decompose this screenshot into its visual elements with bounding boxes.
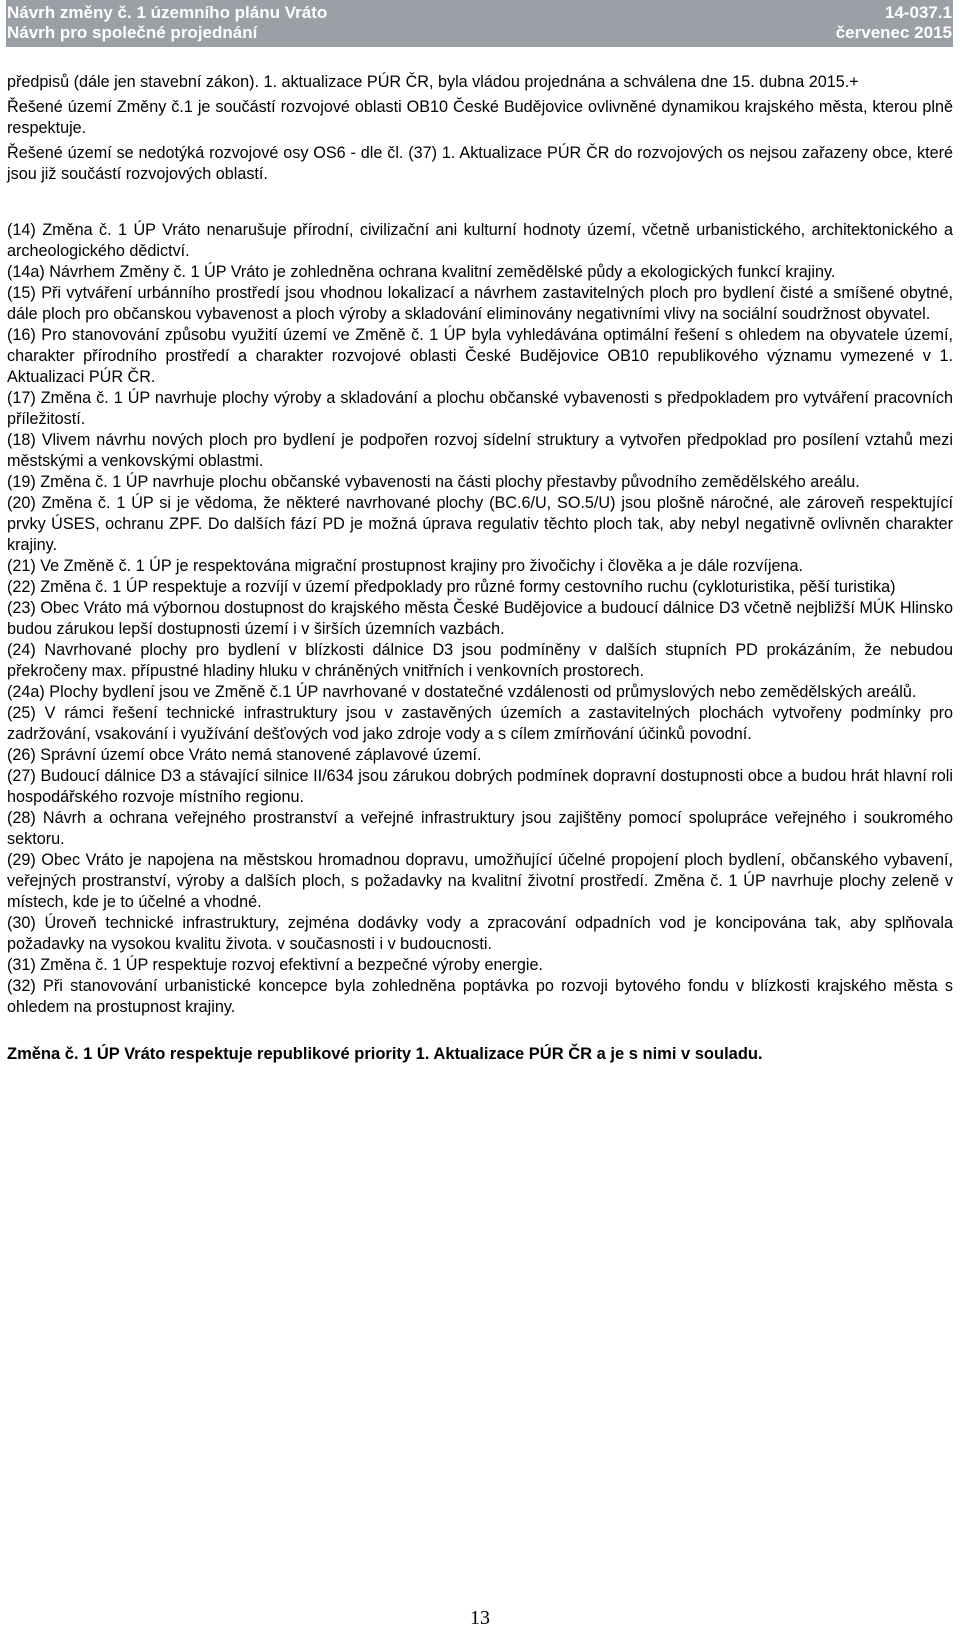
- header-row-bottom: [6, 23, 953, 43]
- page-header: [6, 0, 953, 47]
- priority-item-27: (27) Budoucí dálnice D3 a stávající silnice II/634 jsou zárukou dobrých podmínek dopravní dostupnosti obce a budou hrát hlavní roli hospodářského rozvoje místního regionu.: [7, 767, 953, 806]
- priority-item-22: (22) Změna č. 1 ÚP respektuje a rozvíjí v území předpoklady pro různé formy cestovního ruchu (cykloturistika, pěší turistika): [7, 578, 896, 596]
- document-number: 14-037.1: [884, 3, 952, 22]
- priority-item-28: (28) Návrh a ochrana veřejného prostranství a veřejné infrastruktury jsou zajištěny pomocí spolupráce veřejného i soukromého sektoru.: [7, 809, 953, 848]
- priority-item-25: (25) V rámci řešení technické infrastruktury jsou v zastavěných územích a zastavitelných plochách vytvořeny podmínky pro zadržování, vsakování i využívání dešťových vod jako zdroje vody a s cílem zmírňování účinků povodní.: [7, 704, 953, 743]
- priority-item-20: (20) Změna č. 1 ÚP si je vědoma, že některé navrhované plochy (BC.6/U, SO.5/U) jsou plošně náročné, ale zároveň respektující prvky ÚSES, ochranu ZPF. Do dalších fází PD je možná úprava regulativ těchto ploch tak, aby nebyl negativně ovlivněn charakter krajiny.: [7, 494, 953, 554]
- page-number: 13: [470, 1607, 490, 1629]
- priority-item-14: (14) Změna č. 1 ÚP Vráto nenarušuje přírodní, civilizační ani kulturní hodnoty území, včetně urbanistického, architektonického a archeologického dědictví.: [7, 221, 953, 260]
- priority-item-29: (29) Obec Vráto je napojena na městskou hromadnou dopravu, umožňující účelné propojení ploch bydlení, občanského vybavení, veřejných prostranství, výroby a dalších ploch, s požadavky na kvalitní životní prostředí. Změna č. 1 ÚP navrhuje plochy zeleně v místech, kde je to účelné a vhodné.: [7, 851, 953, 911]
- document-subtitle: Návrh pro společné projednání: [7, 23, 258, 42]
- priority-item-18: (18) Vlivem návrhu nových ploch pro bydlení je podpořen rozvoj sídelní struktury a vytvořen předpoklad pro posílení vztahů mezi městskými a venkovskými oblastmi.: [7, 431, 953, 470]
- priority-item-30: (30) Úroveň technické infrastruktury, zejména dodávky vody a zpracování odpadních vod je koncipována tak, aby splňovala požadavky na vysokou kvalitu života. v současnosti i v budoucnosti.: [7, 914, 953, 953]
- document-body: [7, 72, 953, 1065]
- document-title: Návrh změny č. 1 územního plánu Vráto: [7, 3, 328, 22]
- priority-item-17: (17) Změna č. 1 ÚP navrhuje plochy výroby a skladování a plochu občanské vybavenosti s předpokladem pro vytváření pracovních příležitostí.: [7, 389, 953, 428]
- priority-item-24: (24) Navrhované plochy pro bydlení v blízkosti dálnice D3 jsou podmíněny v dalších stupních PD prokázáním, že nebudou překročeny max. přípustné hladiny hluku v chráněných vnitřních i venkovních prostorech.: [7, 641, 953, 680]
- priority-item-24a: (24a) Plochy bydlení jsou ve Změně č.1 ÚP navrhované v dostatečné vzdálenosti od průmyslových nebo zemědělských areálů.: [7, 683, 917, 701]
- priority-item-31: (31) Změna č. 1 ÚP respektuje rozvoj efektivní a bezpečné výroby energie.: [7, 956, 543, 974]
- intro-paragraph: předpisů (dále jen stavební zákon). 1. aktualizace PÚR ČR, byla vládou projednána a schválena dne 15. dubna 2015.+: [7, 73, 859, 91]
- conclusion-statement: Změna č. 1 ÚP Vráto respektuje republikové priority 1. Aktualizace PÚR ČR a je s nimi v souladu.: [7, 1045, 763, 1063]
- priority-item-32: (32) Při stanovování urbanistické koncepce byla zohledněna poptávka po rozvoji bytového fondu v blízkosti krajského města s ohledem na prostupnost krajiny.: [7, 977, 953, 1016]
- priority-item-15: (15) Při vytváření urbánního prostředí jsou vhodnou lokalizací a návrhem zastavitelných ploch pro bydlení čisté a smíšené obytné, dále ploch pro občanskou vybavenost a ploch výroby a skladování eliminovány negativními vlivy na sociální soudržnost obyvatel.: [7, 284, 953, 323]
- priority-item-19: (19) Změna č. 1 ÚP navrhuje plochu občanské vybavenosti na části plochy přestavby původního zemědělského areálu.: [7, 473, 860, 491]
- priority-item-26: (26) Správní území obce Vráto nemá stanovené záplavové území.: [7, 746, 482, 764]
- intro-paragraph: Řešené území se nedotýká rozvojové osy OS6 - dle čl. (37) 1. Aktualizace PÚR ČR do rozvojových os nejsou zařazeny obce, které jsou již součástí rozvojových oblastí.: [7, 144, 953, 183]
- header-row-top: [6, 3, 953, 23]
- priority-item-21: (21) Ve Změně č. 1 ÚP je respektována migrační prostupnost krajiny pro živočichy i člověka a je dále rozvíjena.: [7, 557, 803, 575]
- priority-item-16: (16) Pro stanovování způsobu využití území ve Změně č. 1 ÚP byla vyhledávána optimální řešení s ohledem na obyvatele území, charakter přírodního prostředí a charakter rozvojové oblasti České Budějovice OB10 republikového významu vymezené v 1. Aktualizaci PÚR ČR.: [7, 326, 953, 386]
- priority-item-23: (23) Obec Vráto má výbornou dostupnost do krajského města České Budějovice a budoucí dálnice D3 včetně nejbližší MÚK Hlinsko budou zárukou lepší dostupnosti území i v širších územních vazbách.: [7, 599, 953, 638]
- priority-item-14a: (14a) Návrhem Změny č. 1 ÚP Vráto je zohledněna ochrana kvalitní zemědělské půdy a ekologických funkcí krajiny.: [7, 263, 836, 281]
- intro-paragraph: Řešené území Změny č.1 je součástí rozvojové oblasti OB10 České Budějovice ovlivněné dynamikou krajského města, kterou plně respektuje.: [7, 98, 953, 137]
- document-date: červenec 2015: [835, 23, 952, 42]
